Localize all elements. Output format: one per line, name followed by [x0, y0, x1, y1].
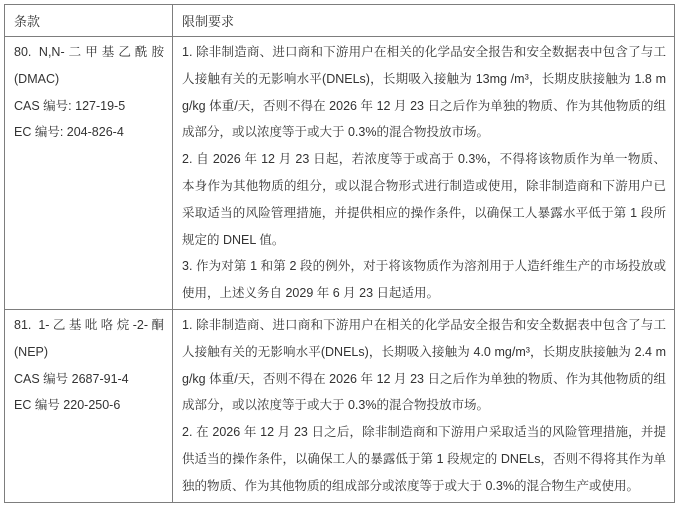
column-header-clause: 条款 [5, 5, 173, 37]
ec-number: EC 编号 220-250-6 [14, 398, 121, 413]
restriction-paragraph-2: 2. 自 2026 年 12 月 23 日起，若浓度等于或高于 0.3%，不得将该物质作为单一物质、本身作为其他物质的组分，或以混合物形式进行制造或使用，除非制造商和下游用户已采取适当的风险管理措施，并提供相应的操作条件，以确保工人暴露水平低于第 1 段所规定的 DNEL 值。 [182, 152, 666, 247]
cas-number: CAS 编号: 127-19-5 [14, 98, 126, 113]
cas-number: CAS 编号 2687-91-4 [14, 371, 129, 386]
substance-abbreviation: (NEP) [14, 344, 49, 359]
substance-name-line: 80. N,N-二甲基乙酰胺 [14, 45, 164, 59]
clause-cell-entry-81 [5, 309, 173, 502]
ec-number: EC 编号: 204-826-4 [14, 125, 124, 140]
column-header-restriction-requirements: 限制要求 [173, 5, 675, 37]
clause-cell-entry-80 [5, 37, 173, 310]
requirements-cell-entry-80 [173, 37, 675, 310]
substance-abbreviation: (DMAC) [14, 71, 60, 86]
restrictions-table [4, 4, 675, 503]
restriction-paragraph-1: 1. 除非制造商、进口商和下游用户在相关的化学品安全报告和安全数据表中包含了与工人接触有关的无影响水平(DNELs)，长期吸入接触为 4.0 mg/m³，长期皮肤接触为 2.4 mg/kg 体重/天，否则不得在 2026 年 12 月 23 日之后作为单独的物质、作为其他物质的组成部分，或以浓度等于或大于 0.3%的混合物投放市场。 [182, 317, 666, 413]
restriction-paragraph-2: 2. 在 2026 年 12 月 23 日之后，除非制造商和下游用户采取适当的风险管理措施，并提供适当的操作条件，以确保工人的暴露低于第 1 段规定的 DNELs，否则不得将其作为单独的物质、作为其他物质的组成部分或浓度等于或大于 0.3%的混合物生产或使用。 [182, 425, 666, 493]
table-row-entry-80 [5, 37, 675, 310]
restriction-paragraph-3: 3. 作为对第 1 和第 2 段的例外，对于将该物质作为溶剂用于人造纤维生产的市场投放或使用，上述义务自 2029 年 6 月 23 日起适用。 [182, 259, 666, 301]
table-row-entry-81 [5, 309, 675, 502]
restriction-paragraph-1: 1. 除非制造商、进口商和下游用户在相关的化学品安全报告和安全数据表中包含了与工人接触有关的无影响水平(DNELs)，长期吸入接触为 13mg /m³，长期皮肤接触为 1.8 mg/kg 体重/天，否则不得在 2026 年 12 月 23 日之后作为单独的物质、作为其他物质的组成部分，或以浓度等于或大于 0.3%的混合物投放市场。 [182, 45, 666, 140]
header-row [5, 5, 675, 37]
requirements-cell-entry-81 [173, 309, 675, 502]
substance-name-line: 81. 1-乙基吡咯烷-2-酮 [14, 317, 164, 332]
